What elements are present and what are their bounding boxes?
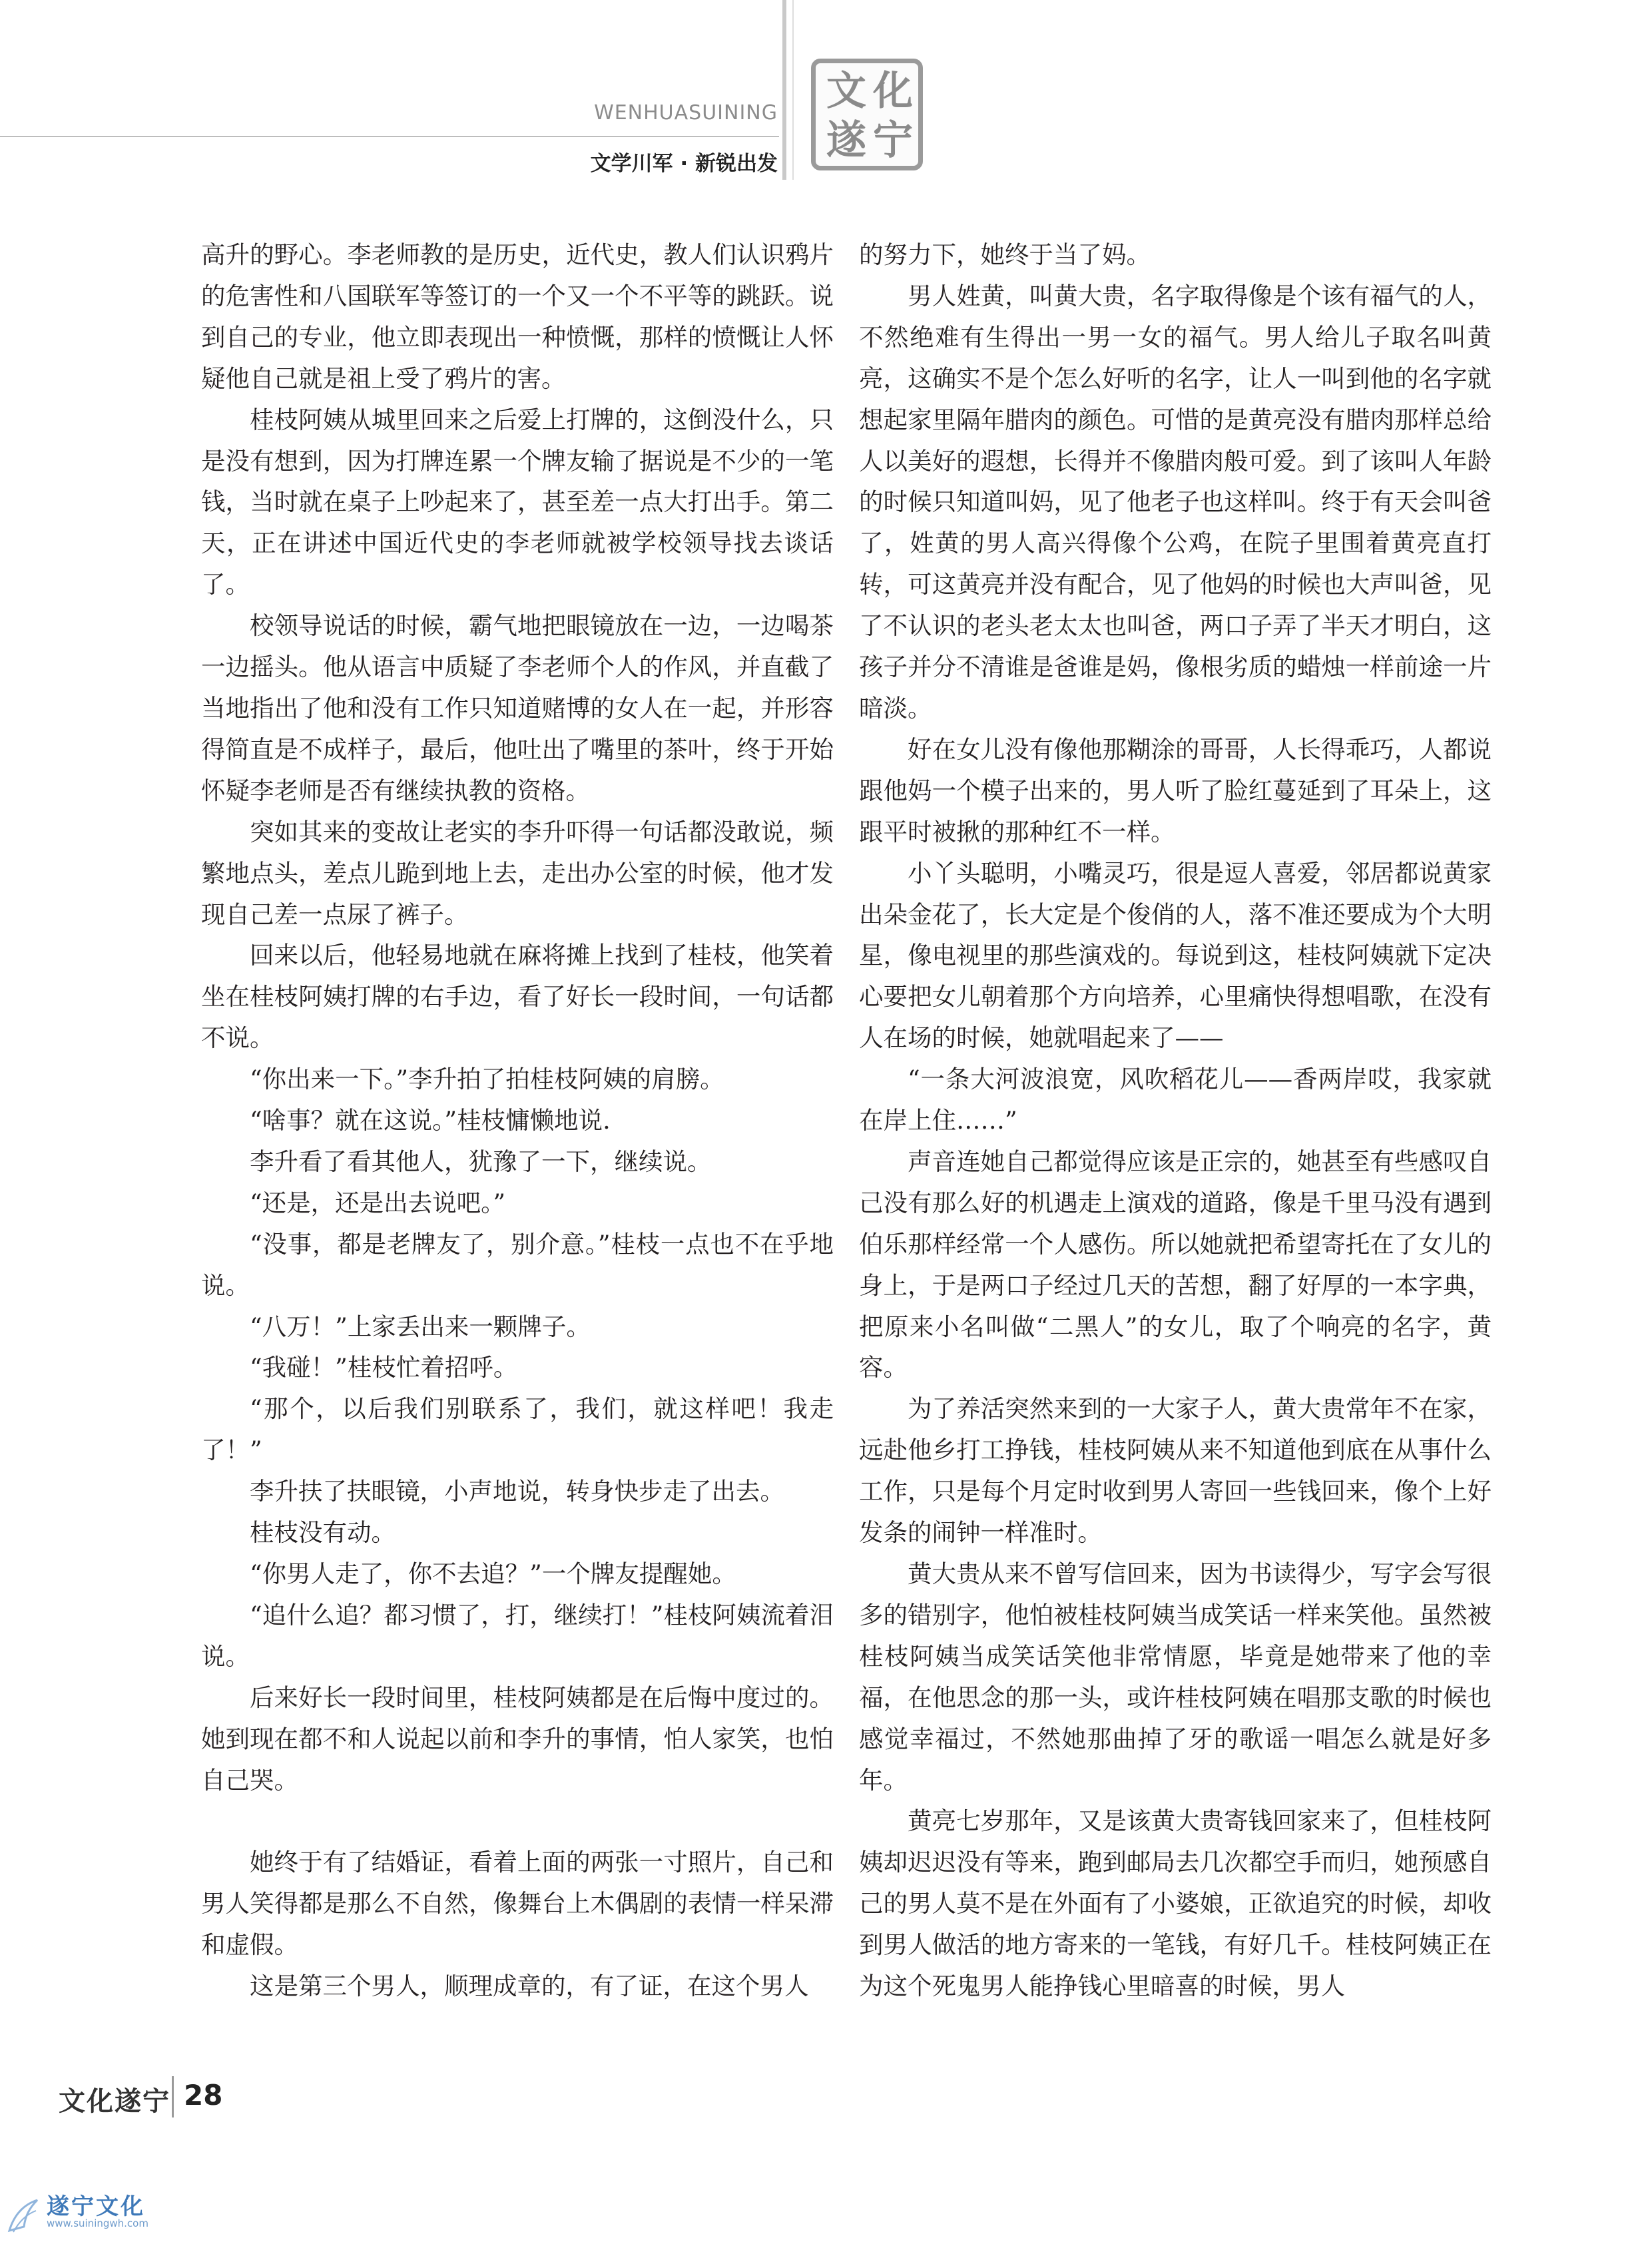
header-rule [0,136,779,137]
paragraph: 回来以后，他轻易地就在麻将摊上找到了桂枝，他笑着坐在桂枝阿姨打牌的右手边，看了好长一段时间，一句话都不说。 [201,941,834,1053]
paragraph: 她终于有了结婚证，看着上面的两张一寸照片，自己和男人笑得都是那么不自然，像舞台上木偶剧的表情一样呆滞和虚假。 [201,1848,834,1960]
paragraph: “八万！”上家丢出来一颗牌子。 [250,1312,591,1341]
wing-icon [7,2197,40,2235]
paragraph: 的努力下，她终于当了妈。 [859,240,1151,269]
seal-char: 文 [826,68,866,115]
header-vertical-rule [782,0,786,180]
paragraph: 男人姓黄，叫黄大贵，名字取得像是个该有福气的人，不然绝难有生得出一男一女的福气。男人给儿子取名叫黄亮，这确实不是个怎么好听的名字，让人一叫到他的名字就想起家里隔年腊肉的颜色。可惜的是黄亮没有腊肉那样总给人以美好的遐想，长得并不像腊肉般可爱。到了该叫人年龄的时候只知道叫妈，见了他老子也这样叫。终于有天会叫爸了，姓黄的男人高兴得像个公鸡，在院子里围着黄亮直打转，可这黄亮并没有配合，见了他妈的时候也大声叫爸，见了不认识的老头老太太也叫爸，两口子弄了半天才明白，这孩子并分不清谁是爸谁是妈，像根劣质的蜡烛一样前途一片暗淡。 [859,281,1492,722]
paragraph: 李升看了看其他人，犹豫了一下，继续说。 [250,1147,712,1176]
seal-char: 宁 [873,117,913,164]
paragraph: “你男人走了，你不去追？”一个牌友提醒她。 [250,1559,736,1588]
paragraph: “追什么追？都习惯了，打，继续打！”桂枝阿姨流着泪说。 [201,1600,834,1671]
paragraph: “没事，都是老牌友了，别介意。”桂枝一点也不在乎地说。 [201,1229,834,1300]
paragraph: 黄大贵从来不曾写信回来，因为书读得少，写字会写很多的错别字，他怕被桂枝阿姨当成笑话一样来笑他。虽然被桂枝阿姨当成笑话笑他非常情愿，毕竟是她带来了他的幸福，在他思念的那一头，或许桂枝阿姨在唱那支歌的时候也感觉幸福过，不然她那曲掉了牙的歌谣一唱怎么就是好多年。 [859,1559,1492,1795]
paragraph: “还是，还是出去说吧。” [250,1188,506,1217]
footer-brand: 文化遂宁 [59,2086,170,2117]
header-brand-english: WENHUASUINING [594,101,778,125]
paragraph: 校领导说话的时候，霸气地把眼镜放在一边，一边喝茶一边摇头。他从语言中质疑了李老师个人的作风，并直截了当地指出了他和没有工作只知道赌博的女人在一起，并形容得简直是不成样子，最后，他吐出了嘴里的茶叶，终于开始怀疑李老师是否有继续执教的资格。 [201,611,834,805]
right-text-column [859,234,1492,2007]
paragraph: 声音连她自己都觉得应该是正宗的，她甚至有些感叹自己没有那么好的机遇走上演戏的道路，像是千里马没有遇到伯乐那样经常一个人感伤。所以她就把希望寄托在了女儿的身上，于是两口子经过几天的苦想，翻了好厚的一本字典，把原来小名叫做“二黑人”的女儿，取了个响亮的名字，黄容。 [859,1147,1492,1382]
watermark-url: www.suiningwh.com [47,2217,148,2229]
watermark-name: 遂宁文化 [47,2193,145,2220]
paragraph: 后来好长一段时间里，桂枝阿姨都是在后悔中度过的。她到现在都不和人说起以前和李升的事情，怕人家笑，也怕自己哭。 [201,1683,834,1795]
seal-logo [811,59,923,170]
paragraph: 这是第三个男人，顺理成章的，有了证，在这个男人 [250,1972,809,2001]
seal-char: 遂 [826,117,866,164]
paragraph: 小丫头聪明，小嘴灵巧，很是逗人喜爱，邻居都说黄家出朵金花了，长大定是个俊俏的人，落不准还要成为个大明星，像电视里的那些演戏的。每说到这，桂枝阿姨就下定决心要把女儿朝着那个方向培养，心里痛快得想唱歌，在没有人在场的时候，她就唱起来了—— [859,858,1492,1053]
paragraph: 黄亮七岁那年，又是该黄大贵寄钱回家来了，但桂枝阿姨却迟迟没有等来，跑到邮局去几次都空手而归，她预感自己的男人莫不是在外面有了小婆娘，正欲追究的时候，却收到男人做活的地方寄来的一笔钱，有好几千。桂枝阿姨正在为这个死鬼男人能挣钱心里暗喜的时候，男人 [859,1807,1492,2001]
paragraph: “你出来一下。”李升拍了拍桂枝阿姨的肩膀。 [250,1065,724,1094]
paragraph: “那个，以后我们别联系了，我们，就这样吧！我走了！” [201,1394,834,1465]
left-text-column [201,234,834,2007]
paragraph: 为了养活突然来到的一大家子人，黄大贵常年不在家，远赴他乡打工挣钱，桂枝阿姨从来不知道他到底在从事什么工作，只是每个月定时收到男人寄回一些钱回来，像个上好发条的闹钟一样准时。 [859,1394,1492,1547]
paragraph: 好在女儿没有像他那糊涂的哥哥，人长得乖巧，人都说跟他妈一个模子出来的，男人听了脸红蔓延到了耳朵上，这跟平时被揪的那种红不一样。 [859,734,1492,846]
header-section-title: 文学川军 · 新锐出发 [590,152,778,176]
paragraph: 桂枝阿姨从城里回来之后爱上打牌的，这倒没什么，只是没有想到，因为打牌连累一个牌友输了据说是不少的一笔钱，当时就在桌子上吵起来了，甚至差一点大打出手。第二天，正在讲述中国近代史的李老师就被学校领导找去谈话了。 [201,405,834,599]
page-header [0,0,1652,186]
paragraph: “啥事？就在这说。”桂枝慵懒地说. [250,1106,611,1135]
paragraph: 李升扶了扶眼镜，小声地说，转身快步走了出去。 [250,1477,784,1506]
header-vertical-rule-thin [792,0,794,180]
watermark [0,2183,200,2242]
paragraph: 高升的野心。李老师教的是历史，近代史，教人们认识鸦片的危害性和八国联军等签订的一个又一个不平等的跳跃。说到自己的专业，他立即表现出一种愤慨，那样的愤慨让人怀疑他自己就是祖上受了鸦片的害。 [201,240,834,393]
section-break [201,1801,834,1842]
footer-separator [172,2076,174,2117]
paragraph: “一条大河波浪宽，风吹稻花儿——香两岸哎，我家就在岸上住……” [859,1065,1492,1135]
page-number: 28 [184,2079,223,2111]
paragraph: “我碰！”桂枝忙着招呼。 [250,1353,518,1382]
seal-char: 化 [873,68,913,115]
paragraph: 突如其来的变故让老实的李升吓得一句话都没敢说，频繁地点头，差点儿跪到地上去，走出办公室的时候，他才发现自己差一点尿了裤子。 [201,817,834,929]
paragraph: 桂枝没有动。 [250,1518,396,1547]
